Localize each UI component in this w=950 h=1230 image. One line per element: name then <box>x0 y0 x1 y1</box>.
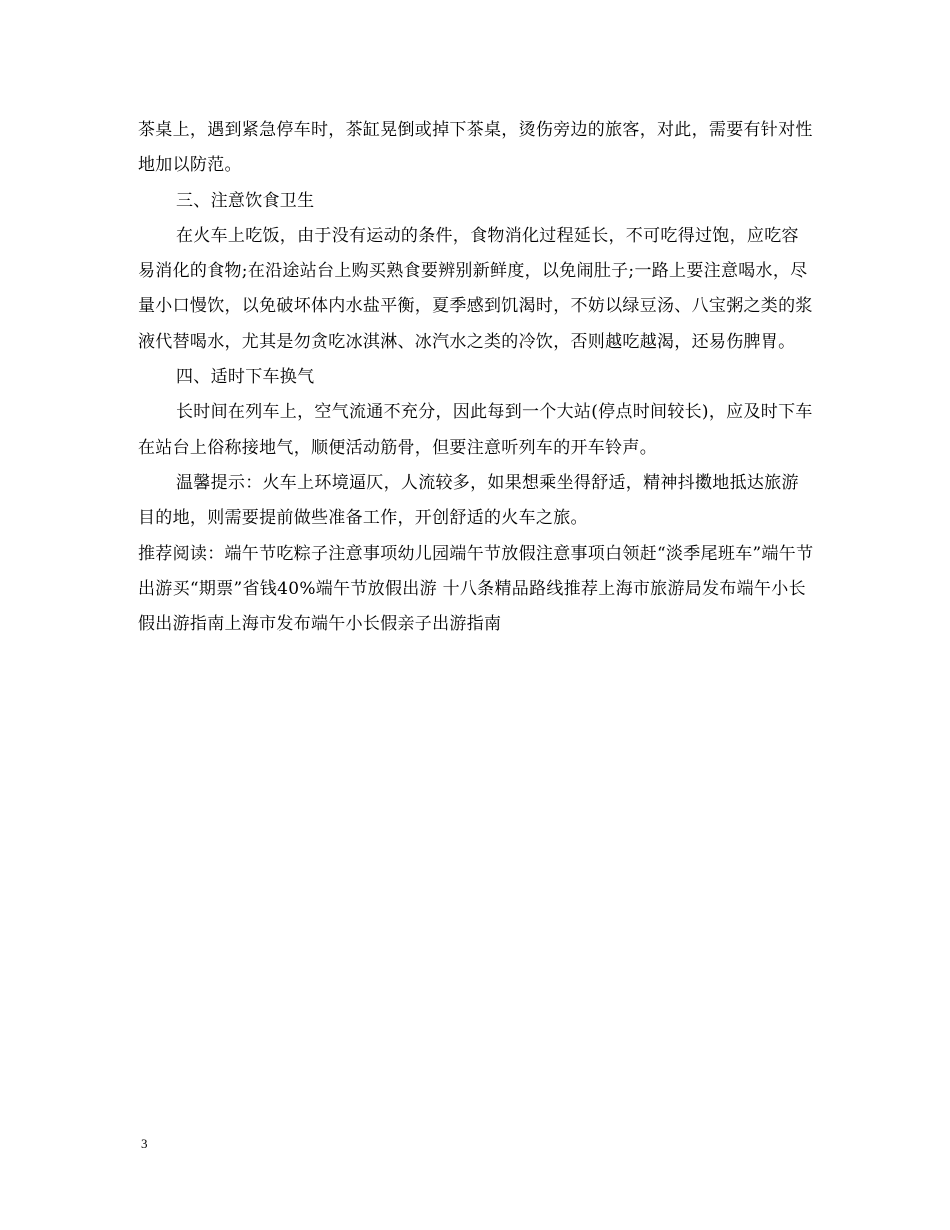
paragraph-tips: 温馨提示：火车上环境逼仄，人流较多，如果想乘坐得舒适，精神抖擞地抵达旅游目的地，则需要提前做些准备工作，开创舒适的火车之旅。 <box>138 472 799 529</box>
paragraph-fresh-air: 长时间在列车上，空气流通不充分，因此每到一个大站(停点时间较长)，应及时下车在站台上俗称接地气，顺便活动筋骨，但要注意听列车的开车铃声。 <box>138 402 813 458</box>
paragraph-food-hygiene: 在火车上吃饭，由于没有运动的条件，食物消化过程延长，不可吃得过饱，应吃容易消化的食物;在沿途站台上购买熟食要辨别新鲜度，以免闹肚子;一路上要注意喝水，尽量小口慢饮，以免破坏体内水盐平衡，夏季感到饥渴时，不妨以绿豆汤、八宝粥之类的浆液代替喝水，尤其是勿贪吃冰淇淋、冰汽水之类的冷饮，否则越吃越渴，还易伤脾胃。 <box>138 225 813 352</box>
page-body <box>138 113 816 642</box>
paragraph-tea-safety: 茶桌上，遇到紧急停车时，茶缸晃倒或掉下茶桌，烫伤旁边的旅客，对此，需要有针对性地加以防范。 <box>138 120 813 176</box>
heading-food-hygiene: 三、注意饮食卫生 <box>176 190 315 211</box>
paragraph-recommended-reading: 推荐阅读：端午节吃粽子注意事项幼儿园端午节放假注意事项白领赶“淡季尾班车”端午节出游买“期票”省钱40%端午节放假出游 十八条精品路线推荐上海市旅游局发布端午小长假出游指南上海市发布端午小长假亲子出游指南 <box>138 543 814 635</box>
heading-fresh-air: 四、适时下车换气 <box>176 367 315 388</box>
page-number: 3 <box>141 1136 148 1151</box>
